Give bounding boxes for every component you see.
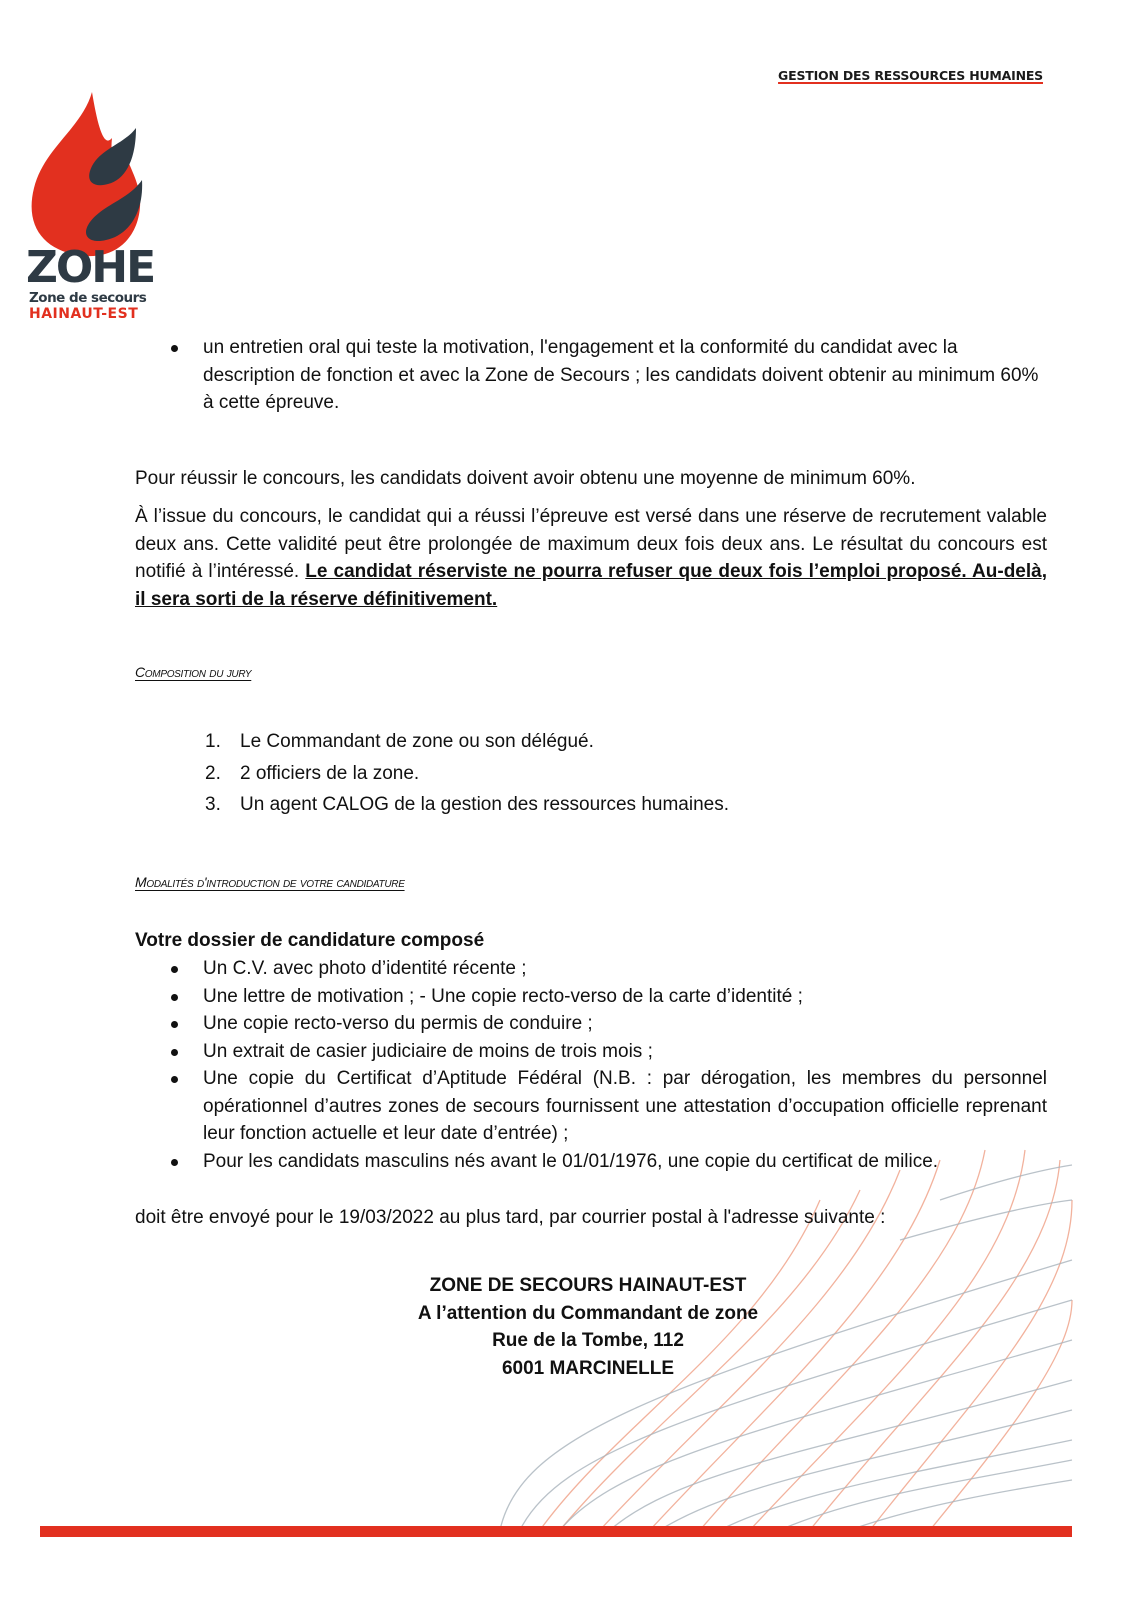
address-line: A l’attention du Commandant de zone	[417, 1302, 759, 1324]
logo-region: HAINAUT-EST	[29, 306, 139, 322]
list-item	[135, 1010, 1047, 1038]
list-item	[135, 1148, 1047, 1176]
list-item	[135, 789, 1047, 821]
dossier-heading: Votre dossier de candidature composé	[135, 930, 485, 951]
list-item-text: Un C.V. avec photo d’identité récente ;	[203, 958, 527, 979]
logo-wordmark: ZOHE	[26, 242, 155, 293]
logo-subtitle: Zone de secours	[29, 290, 147, 306]
list-item-text: Le Commandant de zone ou son délégué.	[240, 731, 594, 752]
department-header: GESTION DES RESSOURCES HUMAINES	[778, 68, 1043, 83]
address-line: 6001 MARCINELLE	[501, 1357, 675, 1379]
list-item	[135, 1038, 1047, 1066]
list-number: 3.	[205, 794, 221, 815]
deadline-paragraph: doit être envoyé pour le 19/03/2022 au plus tard, par courrier postal à l'adresse suivante :	[135, 1207, 886, 1228]
list-item	[135, 983, 1047, 1011]
list-item-text: Une copie du Certificat d’Aptitude Fédéral (N.B. : par dérogation, les membres du personnel opérationnel d’autres zones de secours fournissent une attestation d’occupation officielle reprenant leur fonction actuelle et leur date d’entrée) ;	[203, 1068, 1047, 1144]
list-item-text: Un agent CALOG de la gestion des ressources humaines.	[240, 794, 729, 815]
bullet-icon	[171, 1159, 178, 1166]
list-number: 2.	[205, 762, 221, 784]
reserve-emphasis: Le candidat réserviste ne pourra refuser que deux fois l’emploi proposé. Au-delà, il sera sorti de la réserve définitivement.	[135, 561, 1047, 610]
list-item	[135, 726, 1047, 758]
list-item-text: Une lettre de motivation ; - Une copie recto-verso de la carte d’identité ;	[203, 985, 803, 1007]
pass-requirement-paragraph: Pour réussir le concours, les candidats doivent avoir obtenu une moyenne de minimum 60%.	[135, 468, 916, 489]
list-item	[135, 334, 1047, 417]
list-item	[135, 955, 1047, 983]
list-item-text: un entretien oral qui teste la motivation, l'engagement et la conformité du candidat avec la description de fonction et avec la Zone de Secours ; les candidats doivent obtenir au minimum 60% à cette épreuve.	[203, 337, 1039, 413]
required-documents-list	[135, 955, 1047, 1175]
list-item-text: Une copie recto-verso du permis de conduire ;	[203, 1013, 593, 1034]
footer-red-bar	[40, 1526, 1072, 1537]
reserve-paragraph	[135, 503, 1047, 613]
exam-criteria-list	[135, 334, 1047, 417]
bullet-icon	[171, 1021, 178, 1028]
bullet-icon	[171, 994, 178, 1001]
list-item	[135, 1065, 1047, 1148]
reserve-text: À l’issue du concours, le candidat qui a réussi l’épreuve est versé dans une réserve de recrutement valable deux ans. Cette validité peut être prolongée de maximum deux fois deux ans. Le résultat du concours est notifié à l’intéressé.	[135, 506, 1047, 582]
address-line: ZONE DE SECOURS HAINAUT-EST	[429, 1275, 747, 1296]
jury-section-title: Composition du jury	[135, 664, 252, 680]
bullet-icon	[171, 1049, 178, 1056]
list-item-text: Un extrait de casier judiciaire de moins de trois mois ;	[203, 1040, 653, 1062]
bullet-icon	[171, 966, 178, 973]
bullet-icon	[171, 1076, 178, 1083]
list-number: 1.	[205, 731, 221, 752]
bullet-icon	[171, 345, 178, 352]
address-line: Rue de la Tombe, 112	[492, 1330, 684, 1351]
list-item-text: Pour les candidats masculins nés avant le 01/01/1976, une copie du certificat de milice.	[203, 1150, 939, 1172]
list-item-text: 2 officiers de la zone.	[240, 762, 420, 784]
list-item	[135, 758, 1047, 790]
application-section-title: Modalités d'introduction de votre candidature	[135, 874, 405, 890]
postal-address	[0, 1272, 1131, 1382]
jury-members-list	[135, 726, 1047, 821]
